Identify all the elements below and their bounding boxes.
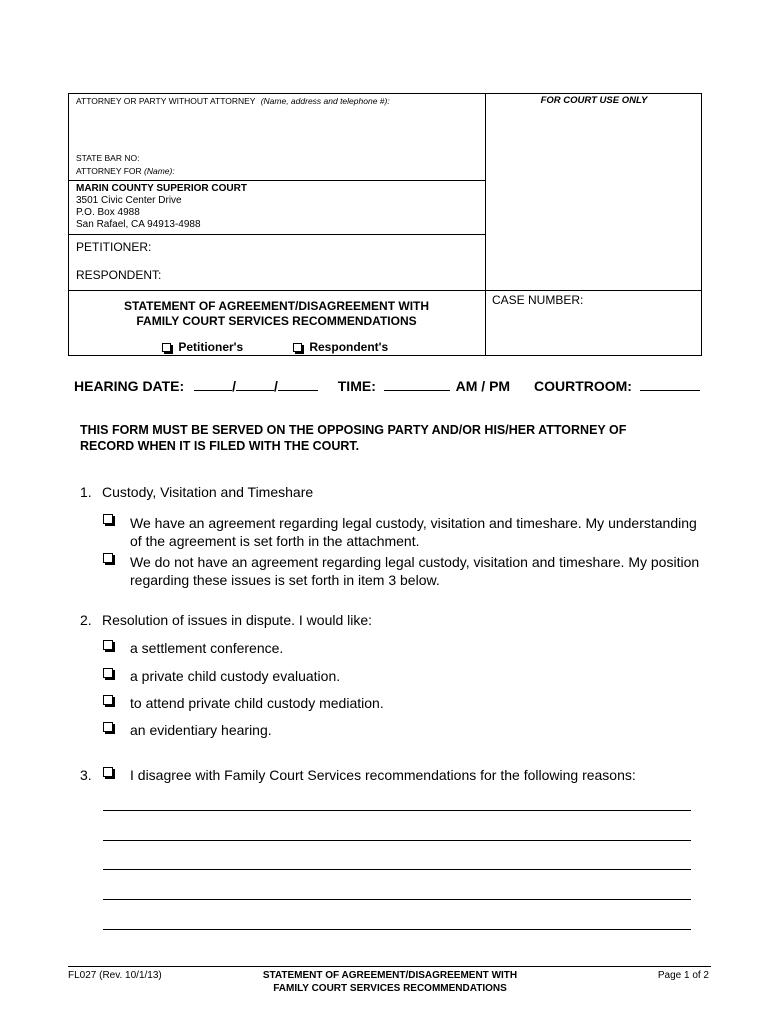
courtroom-label: COURTROOM: bbox=[533, 378, 632, 394]
reason-line[interactable] bbox=[103, 899, 691, 900]
checkbox-icon[interactable] bbox=[103, 722, 113, 732]
option-text-line: We do not have an agreement regarding legal custody, visitation and timeshare. My position bbox=[130, 554, 700, 570]
checkbox-icon[interactable] bbox=[103, 767, 113, 777]
reason-line[interactable] bbox=[103, 929, 691, 930]
reason-line[interactable] bbox=[103, 840, 691, 841]
date-slash: / bbox=[232, 378, 236, 394]
court-address-line: 3501 Civic Center Drive bbox=[76, 195, 182, 206]
time-label: TIME: bbox=[337, 378, 376, 394]
no-agreement-option bbox=[130, 553, 699, 589]
caption-divider-3 bbox=[68, 290, 702, 291]
petitioner-field[interactable]: PETITIONER: bbox=[76, 240, 152, 254]
service-notice bbox=[80, 422, 626, 454]
caption-vertical-divider bbox=[485, 93, 486, 356]
court-name: MARIN COUNTY SUPERIOR COURT bbox=[76, 183, 247, 194]
custody-evaluation-option: a private child custody evaluation. bbox=[130, 668, 341, 684]
respondent-option-label: Respondent's bbox=[309, 340, 389, 354]
option-text-line: We have an agreement regarding legal custody, visitation and timeshare. My understanding bbox=[130, 515, 697, 531]
evidentiary-hearing-option: an evidentiary hearing. bbox=[130, 722, 272, 738]
reason-line[interactable] bbox=[103, 810, 691, 811]
state-bar-field[interactable]: STATE BAR NO: bbox=[76, 153, 140, 163]
hearing-year-blank[interactable] bbox=[278, 378, 318, 391]
checkbox-icon[interactable] bbox=[103, 668, 113, 678]
option-text-line: regarding these issues is set forth in item 3 below. bbox=[130, 572, 440, 588]
section2-heading: Resolution of issues in dispute. I would like: bbox=[102, 612, 373, 628]
hearing-month-blank[interactable] bbox=[194, 378, 232, 391]
option-text-line: of the agreement is set forth in the attachment. bbox=[130, 533, 420, 549]
section1-number: 1. bbox=[80, 484, 92, 500]
page-number: Page 1 of 2 bbox=[657, 970, 709, 981]
attorney-for-field[interactable] bbox=[76, 166, 175, 176]
mediation-option: to attend private child custody mediation. bbox=[130, 695, 384, 711]
section2-number: 2. bbox=[80, 612, 92, 628]
checkbox-icon[interactable] bbox=[103, 695, 113, 705]
attorney-hint: (Name, address and telephone #): bbox=[260, 96, 390, 106]
court-address-line: P.O. Box 4988 bbox=[76, 207, 140, 218]
checkbox-icon[interactable] bbox=[293, 343, 302, 352]
checkbox-icon[interactable] bbox=[103, 553, 113, 563]
respondent-option[interactable] bbox=[293, 340, 388, 354]
case-number-field[interactable]: CASE NUMBER: bbox=[492, 293, 584, 307]
attorney-field[interactable] bbox=[76, 96, 390, 106]
court-address-line: San Rafael, CA 94913-4988 bbox=[76, 219, 201, 230]
checkbox-icon[interactable] bbox=[103, 640, 113, 650]
caption-title-line: STATEMENT OF AGREEMENT/DISAGREEMENT WITH bbox=[123, 299, 430, 313]
footer-title-line: FAMILY COURT SERVICES RECOMMENDATIONS bbox=[273, 983, 507, 994]
hearing-day-blank[interactable] bbox=[236, 378, 274, 391]
court-block bbox=[76, 183, 247, 231]
respondent-field[interactable]: RESPONDENT: bbox=[76, 268, 162, 282]
form-id: FL027 (Rev. 10/1/13) bbox=[68, 970, 162, 981]
footer-rule bbox=[68, 966, 711, 967]
agreement-option bbox=[130, 514, 697, 550]
hearing-date-label: HEARING DATE: bbox=[74, 378, 185, 394]
attorney-label: ATTORNEY OR PARTY WITHOUT ATTORNEY bbox=[76, 96, 256, 106]
section1-heading: Custody, Visitation and Timeshare bbox=[102, 484, 314, 500]
attorney-for-label: ATTORNEY FOR bbox=[76, 166, 142, 176]
caption-title bbox=[68, 299, 485, 329]
section3-number: 3. bbox=[80, 767, 92, 783]
caption-title-line: FAMILY COURT SERVICES RECOMMENDATIONS bbox=[136, 314, 417, 328]
hearing-line bbox=[74, 378, 700, 394]
notice-line: THIS FORM MUST BE SERVED ON THE OPPOSING PARTY AND/OR HIS/HER ATTORNEY OF bbox=[80, 423, 627, 437]
date-slash: / bbox=[273, 378, 278, 394]
settlement-conference-option: a settlement conference. bbox=[130, 640, 284, 656]
petitioner-option-label: Petitioner's bbox=[178, 340, 244, 354]
checkbox-icon[interactable] bbox=[103, 514, 113, 524]
attorney-for-hint: (Name): bbox=[144, 166, 175, 176]
notice-line: RECORD WHEN IT IS FILED WITH THE COURT. bbox=[80, 439, 360, 453]
caption-divider-2 bbox=[68, 234, 485, 235]
time-blank[interactable] bbox=[384, 378, 450, 391]
reason-line[interactable] bbox=[103, 869, 691, 870]
footer-title-line: STATEMENT OF AGREEMENT/DISAGREEMENT WITH bbox=[262, 970, 518, 981]
courtroom-blank[interactable] bbox=[640, 378, 700, 391]
footer-title bbox=[222, 969, 558, 995]
petitioner-option[interactable] bbox=[162, 340, 243, 354]
caption-divider-1 bbox=[68, 180, 485, 181]
court-use-label: FOR COURT USE ONLY bbox=[540, 95, 648, 106]
section3-heading: I disagree with Family Court Services recommendations for the following reasons: bbox=[130, 767, 636, 783]
ampm-label: AM / PM bbox=[455, 378, 511, 394]
checkbox-icon[interactable] bbox=[162, 343, 171, 352]
